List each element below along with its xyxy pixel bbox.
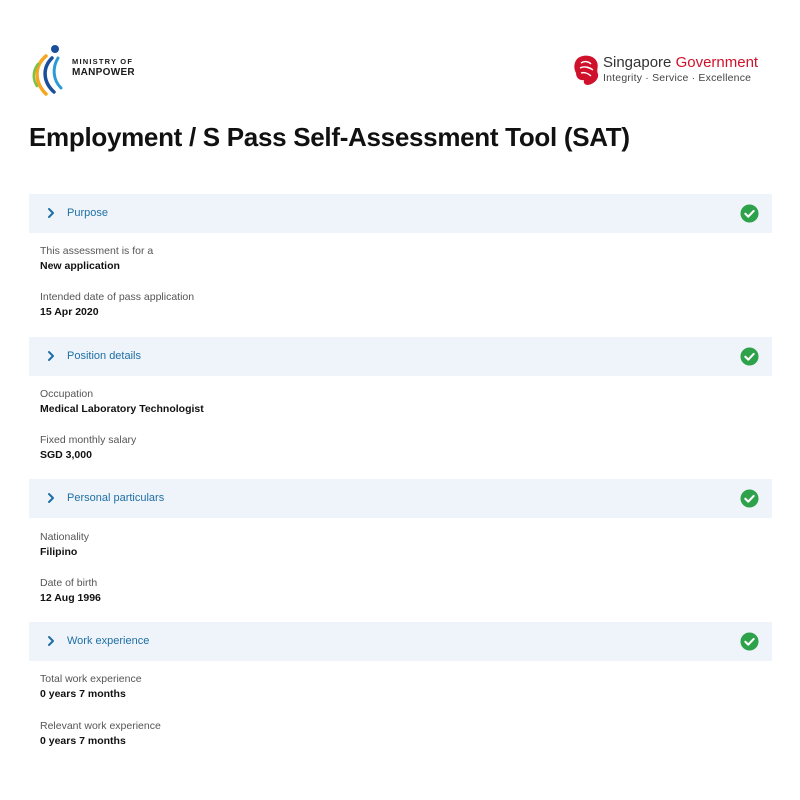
- field-date-of-birth: [40, 576, 101, 606]
- field-label: Intended date of pass application: [40, 291, 195, 303]
- sg-logo-tagline: Integrity · Service · Excellence: [603, 72, 752, 84]
- sg-logo-title-part2: Government: [675, 54, 759, 71]
- mom-logo-text: [72, 56, 135, 78]
- page-header: [0, 0, 800, 110]
- check-circle-icon: [740, 632, 759, 651]
- mom-figure-icon: [28, 42, 72, 102]
- section-header-position-details[interactable]: [29, 337, 772, 376]
- mom-logo-line1: MINISTRY OF: [72, 57, 134, 66]
- sg-logo-text: [603, 54, 758, 85]
- section-title: Purpose: [67, 207, 108, 219]
- field-value: 0 years 7 months: [40, 688, 126, 700]
- field-label: Date of birth: [40, 577, 98, 589]
- singapore-government-logo[interactable]: [572, 54, 772, 90]
- field-value: 0 years 7 months: [40, 735, 126, 747]
- field-total-work-experience: [40, 672, 142, 702]
- sg-logo-title: [603, 54, 758, 72]
- chevron-right-icon: [45, 492, 57, 504]
- sg-logo-title-part1: Singapore: [603, 54, 672, 71]
- section-header-work-experience[interactable]: [29, 622, 772, 661]
- field-label: Relevant work experience: [40, 720, 161, 732]
- section-title: Work experience: [67, 635, 150, 647]
- check-circle-icon: [740, 347, 759, 366]
- field-value: SGD 3,000: [40, 449, 92, 461]
- section-header-personal-particulars[interactable]: [29, 479, 772, 518]
- field-occupation: [40, 387, 204, 417]
- check-circle-icon: [740, 204, 759, 223]
- field-value: New application: [40, 260, 120, 272]
- chevron-right-icon: [45, 207, 57, 219]
- field-relevant-work-experience: [40, 719, 161, 749]
- chevron-right-icon: [45, 635, 57, 647]
- field-value: Medical Laboratory Technologist: [40, 403, 204, 415]
- section-title: Personal particulars: [67, 492, 165, 504]
- field-assessment-type: [40, 244, 153, 274]
- field-label: Total work experience: [40, 673, 142, 685]
- field-value: 15 Apr 2020: [40, 306, 99, 318]
- section-header-purpose[interactable]: [29, 194, 772, 233]
- field-monthly-salary: [40, 433, 136, 463]
- page-title: Employment / S Pass Self-Assessment Tool (SAT): [29, 122, 630, 152]
- chevron-right-icon: [45, 350, 57, 362]
- field-label: Fixed monthly salary: [40, 434, 137, 446]
- field-value: Filipino: [40, 546, 78, 558]
- mom-logo-line2: MANPOWER: [72, 67, 135, 78]
- field-nationality: [40, 530, 89, 560]
- mom-logo[interactable]: [28, 42, 178, 102]
- field-value: 12 Aug 1996: [40, 592, 101, 604]
- section-title: Position details: [67, 350, 141, 362]
- field-intended-date: [40, 290, 194, 320]
- field-label: This assessment is for a: [40, 245, 154, 257]
- field-label: Occupation: [40, 388, 94, 400]
- lion-head-icon: [572, 54, 600, 88]
- field-label: Nationality: [40, 531, 90, 543]
- check-circle-icon: [740, 489, 759, 508]
